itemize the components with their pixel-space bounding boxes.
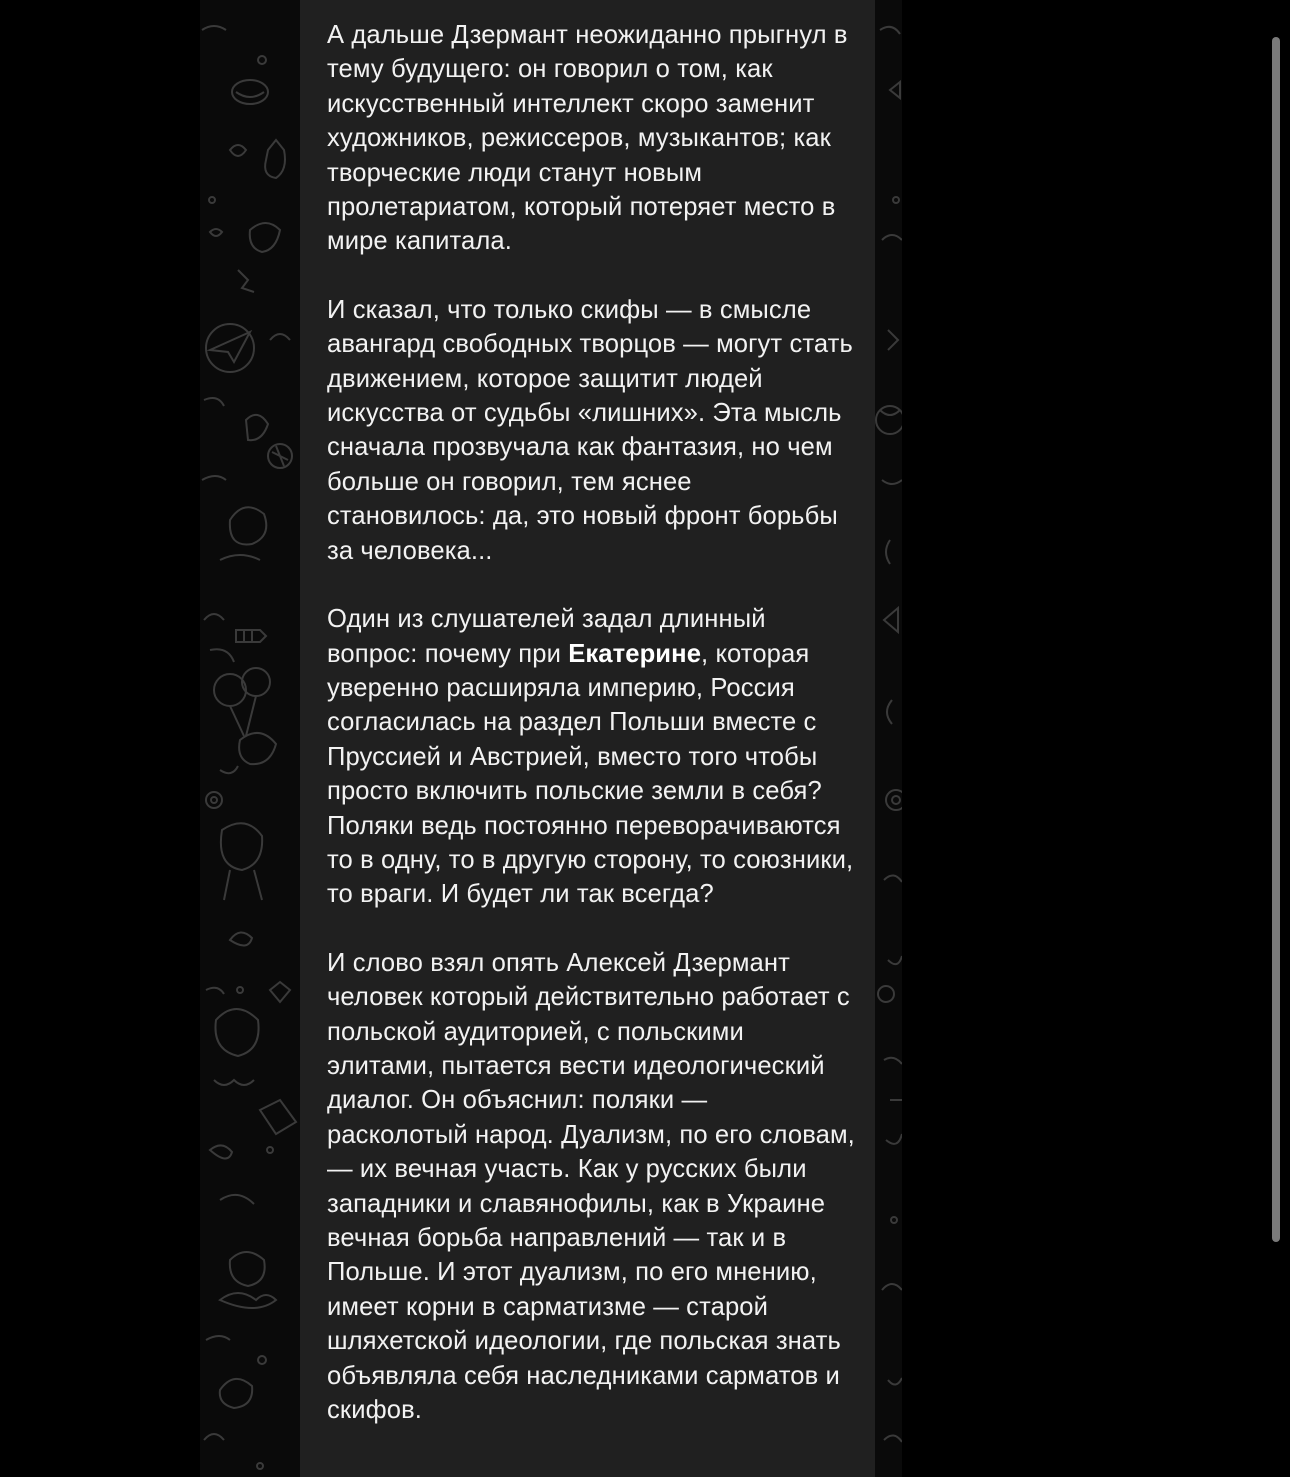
message-paragraph: А дальше Дзермант неожиданно прыгнул в тему будущего: он говорил о том, как искусственный интеллект скоро заменит художников, режиссеров, музыкантов; как творческие люди станут новым пролетариатом, который потеряет место в мире капитала. (327, 21, 848, 256)
bold-text: Екатерине (568, 639, 702, 668)
message-bubble[interactable] (300, 0, 875, 1477)
paragraph-text: Один из слушателей задал длинный вопрос: почему при (327, 605, 766, 668)
message-paragraph: И сказал, что только скифы — в смысле авангард свободных творцов — могут стать движением, которое защитит людей искусства от судьбы «лишних». Эта мысль сначала прозвучала как фантазия, но чем больше он говорил, тем яснее становилось: да, это новый фронт борьбы за человека... (327, 295, 853, 565)
paragraph-text: , которая уверенно расширяла империю, Россия согласилась на раздел Польши вместе с Пруссией и Австрией, вместо того чтобы просто включить польские земли в себя? Поляки ведь постоянно переворачиваются то в одну, то в другую сторону, то союзники, то враги. И будет ли так всегда? (327, 639, 854, 909)
message-paragraph (327, 602, 855, 912)
scrollbar-thumb[interactable] (1272, 37, 1280, 1242)
message-paragraph: И слово взял опять Алексей Дзермант человек который действительно работает с польской аудиторией, с польскими элитами, пытается вести идеологический диалог. Он объяснил: поляки — расколотый народ. Дуализм, по его словам, — их вечная участь. Как у русских были западники и славянофилы, как в Украине вечная борьба направлений — так и в Польше. И этот дуализм, по его мнению, имеет корни в сарматизме — старой шляхетской идеологии, где польская знать объявляла себя наследниками сарматов и скифов. (327, 948, 855, 1425)
